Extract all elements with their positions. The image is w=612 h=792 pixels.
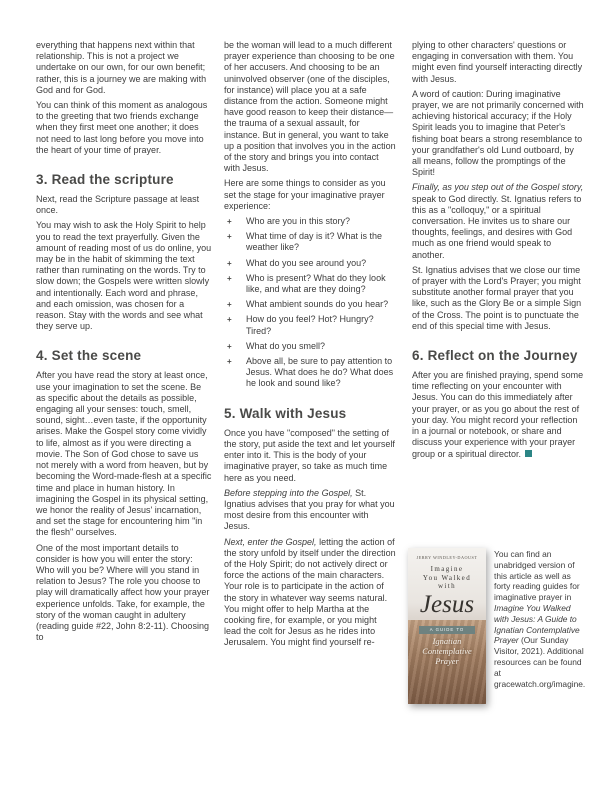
paragraph-text: After you are finished praying, spend some time reflecting on your encounter with Jesus. You can do this immediately after your prayer, or as you go about the rest of your day. You might record your reflection in a journal or notebook, or share and discuss your experience with your prayer group or a spiritual director. bbox=[412, 370, 584, 459]
bullet-icon: + bbox=[227, 273, 232, 283]
book-cover bbox=[408, 548, 486, 704]
citation-note bbox=[494, 549, 584, 689]
paragraph: You can think of this moment as analogous to the greeting that two friends exchange when they first meet one another; it does not need to last long before you move into the heart of your time of prayer. bbox=[36, 100, 208, 155]
bullet-icon: + bbox=[227, 357, 232, 367]
italic-lead: Finally, as you step out of the Gospel story, bbox=[412, 182, 584, 193]
list-item-text: Above all, be sure to pay attention to Jesus. What does he do? What does he look and sound like? bbox=[246, 356, 394, 389]
list-item-text: What time of day is it? What is the weather like? bbox=[246, 231, 383, 253]
citation-book-title: Imagine You Walked with Jesus: A Guide to Ignatian Contemplative Prayer bbox=[494, 602, 580, 646]
paragraph bbox=[412, 182, 584, 260]
list-item-text: How do you feel? Hot? Hungry? Tired? bbox=[246, 314, 374, 336]
consideration-list bbox=[224, 216, 396, 390]
list-item bbox=[224, 356, 396, 390]
list-item-text: What do you smell? bbox=[246, 340, 326, 351]
book-subtitle-line: Prayer bbox=[435, 656, 459, 666]
italic-lead: Next, enter the Gospel, bbox=[224, 536, 317, 547]
paragraph: You may wish to ask the Holy Spirit to help you to read the text prayerfully. Given the amount of reading most of us do online, you may be in the habit of skimming the text rather than ruminating on the words. Try to slow down; the Gospels were written slowly and intentionally. Each word and phrase, and each omission, was chosen for a reason. Stay with the words and see what they serve up. bbox=[36, 220, 212, 332]
paragraph: everything that happens next within that relationship. This is not a project we undertake on our own, for our own benefit; rather, this is a journey we are making with God and for God. bbox=[36, 40, 207, 95]
paragraph-text: St. Ignatius advises that you pray for what you most desire from this encounter with Jesus. bbox=[224, 487, 395, 532]
paragraph: plying to other characters' questions or engaging in conversation with them. You might even find yourself interacting directly with Jesus. bbox=[412, 40, 583, 84]
column-1 bbox=[36, 40, 212, 647]
heading-walk-with-jesus: 5. Walk with Jesus bbox=[224, 405, 347, 421]
list-item-text: What ambient sounds do you hear? bbox=[246, 299, 389, 310]
bullet-icon: + bbox=[227, 232, 232, 242]
paragraph bbox=[412, 370, 584, 460]
heading-read-the-scripture: 3. Read the scripture bbox=[36, 172, 174, 188]
paragraph bbox=[224, 537, 396, 649]
list-item-text: Who is present? What do they look like, and what are they doing? bbox=[246, 272, 386, 295]
book-author: JERRY WINDLEY-DAOUST bbox=[416, 555, 478, 560]
paragraph: A word of caution: During imaginative prayer, we are not primarily concerned with achieving historical accuracy; if the Holy Spirit leads you to imagine that Peter's fishing boat bears a strong resemblance to your grandfather's old Lund outboard, by all means, follow the promptings of the Spirit! bbox=[412, 88, 584, 178]
paragraph bbox=[224, 488, 396, 533]
citation-text: You can find an unabridged version of this article as well as forty reading guides for imaginative prayer in bbox=[494, 549, 580, 603]
paragraph: One of the most important details to consider is how you will enter the story: Who will you be? Where will you stand in relation to Jesus? The role you choose to play will dramatically affect how your prayer experience unfolds. Take, for example, the story of the woman caught in adultery (reading guide #22, John 8:2-11). Choosing to bbox=[36, 542, 210, 643]
paragraph-text: speak to God directly. St. Ignatius refers to this as a "colloquy," or a spiritual conversation. He invites us to share our thoughts, feelings, and desires with God much as one friend would speak to another. bbox=[412, 193, 582, 260]
book-subtitle-band: A GUIDE TO bbox=[419, 626, 475, 634]
bullet-icon: + bbox=[227, 258, 232, 268]
book-title-line: You Walked bbox=[422, 573, 472, 582]
paragraph-text: letting the action of the story unfold by itself under the direction of the Holy Spirit; do not actively direct or force the actions of the main characters. Your role is to participate in the action of the story in whatever way seems natural. You might offer to help Martha at the cooking fire, for example, or you might lead the colt for Jesus as he rides into Jerusalem. You might find yourself re- bbox=[224, 536, 396, 648]
column-3 bbox=[412, 40, 584, 464]
list-item bbox=[224, 273, 396, 295]
book-title-line: Imagine bbox=[430, 565, 464, 573]
list-item bbox=[224, 299, 396, 310]
heading-reflect-on-the-journey: 6. Reflect on the Journey bbox=[412, 348, 578, 364]
paragraph: St. Ignatius advises that we close our time of prayer with the Lord's Prayer; you might substitute another formal prayer that you like, such as the Glory Be or a simple Sign of the Cross. The point is to punctuate the end of this special time with Jesus. bbox=[412, 264, 582, 331]
list-item-text: What do you see around you? bbox=[246, 257, 367, 268]
paragraph: Once you have "composed" the setting of the story, put aside the text and let yourself enter into it. This is the body of your imaginative prayer, so take as much time here as you need. bbox=[224, 427, 395, 483]
heading-set-the-scene: 4. Set the scene bbox=[36, 348, 142, 364]
bullet-icon: + bbox=[227, 300, 232, 310]
book-subtitle-script bbox=[408, 636, 486, 666]
paragraph: Here are some things to consider as you set the stage for your imaginative prayer experience: bbox=[224, 178, 386, 211]
paragraph: After you have read the story at least once, use your imagination to set the scene. Be as specific about the details as possible, engaging all your senses: touch, smell, sound, sight…even taste, if the opportunity arises. Make the Gospel story come vividly to life, almost as if you were directing a movie. The Son of God chose to save us not merely with a word from heaven, but by becoming the Word-made-flesh at a specific time and place in human history. In imagining the Gospel in its physical setting, we honor the reality of Jesus' incarnation, and set the stage for encountering him "in the flesh" ourselves. bbox=[36, 370, 212, 538]
column-2 bbox=[224, 40, 396, 653]
list-item-text: Who are you in this story? bbox=[246, 216, 351, 227]
list-item bbox=[224, 231, 396, 253]
bullet-icon: + bbox=[227, 341, 232, 351]
italic-lead: Before stepping into the Gospel, bbox=[224, 487, 353, 498]
book-cover-sand-photo bbox=[408, 620, 486, 704]
bullet-icon: + bbox=[227, 217, 232, 227]
article-end-square-icon bbox=[525, 450, 532, 457]
book-title-line: with bbox=[437, 582, 457, 590]
book-subtitle-line: Ignatian bbox=[432, 636, 462, 646]
bullet-icon: + bbox=[227, 315, 232, 325]
list-item bbox=[224, 341, 396, 352]
book-subtitle-line: Contemplative bbox=[422, 646, 472, 656]
book-title bbox=[408, 565, 486, 591]
citation-text: (Our Sunday Visitor, 2021). Additional resources can be found at gracewatch.org/imagine. bbox=[494, 635, 586, 689]
list-item bbox=[224, 258, 396, 269]
paragraph: be the woman will lead to a much different prayer experience than choosing to be one of her accusers. And choosing to be an uninvolved observer (one of the disciples, for instance) will place you at a safe distance from the action. Someone might have good reason to keep their distance—the trauma of a sexual assault, for instance. But in general, you want to take up a position that involves you in the action of the story and brings you into contact with Jesus. bbox=[224, 40, 396, 174]
book-title-jesus: Jesus bbox=[419, 590, 475, 618]
list-item bbox=[224, 314, 396, 336]
list-item bbox=[224, 216, 396, 227]
paragraph: Next, read the Scripture passage at least once. bbox=[36, 194, 200, 216]
